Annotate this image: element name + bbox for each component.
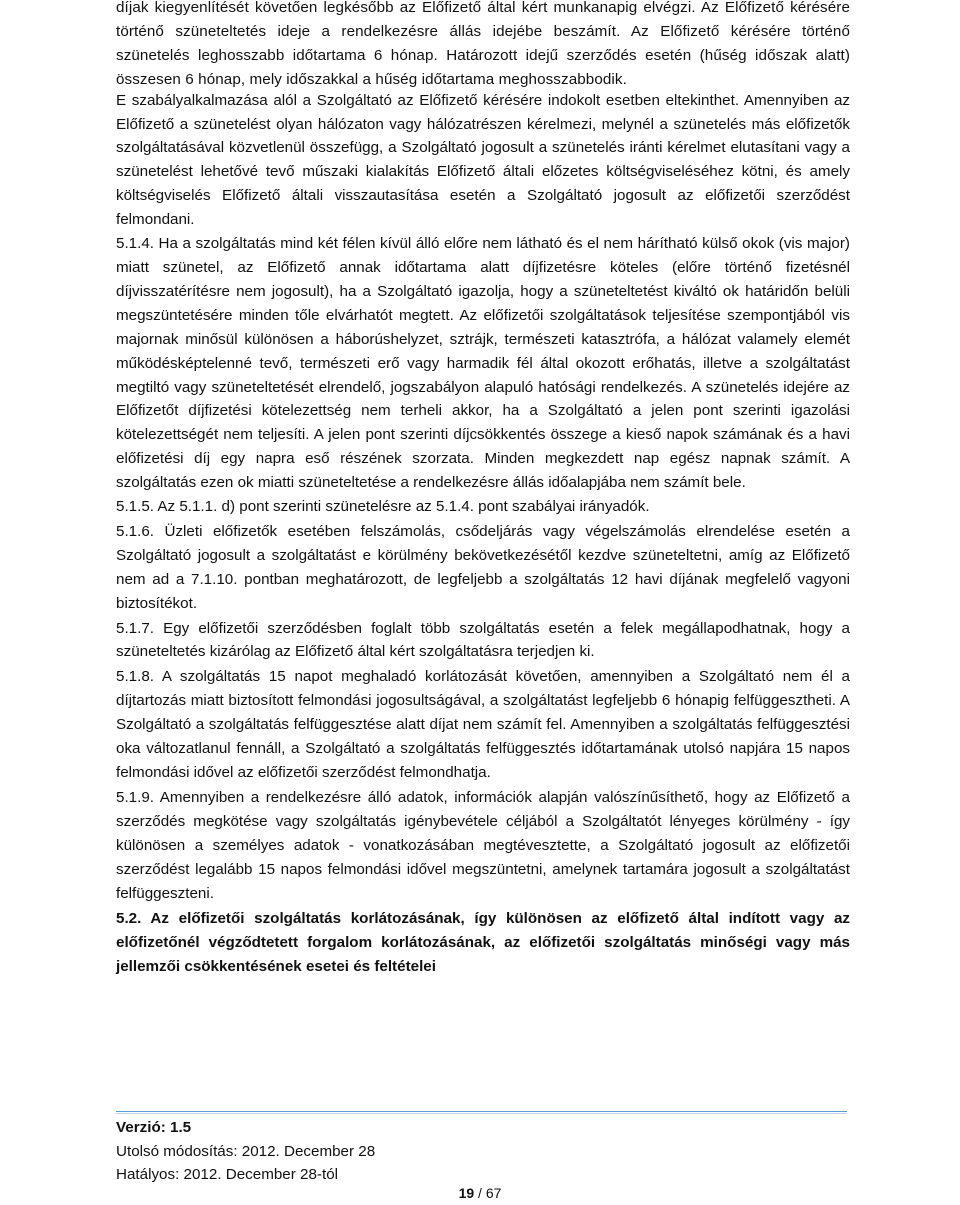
footer-divider <box>116 1111 847 1112</box>
paragraph-5-1-4: 5.1.4. Ha a szolgáltatás mind két félen kívül álló előre nem látható és el nem hárítható külső okok (vis major) miatt szünetel, az Előfizető annak időtartama alatt díjfizetésre köteles (előre történő fizetésnél díjvisszatérítésre nem jogosult), ha a Szolgáltató igazolja, hogy a szüneteltetést kiváltó ok határidőn belüli megszüntetésére minden tőle elvárhatót megtett. Az előfizetői szolgáltatások teljesítése szempontjából vis majornak minősül különösen a háborúshelyzet, sztrájk, természeti katasztrófa, a hálózat valamely elemét működésképtelenné tevő, természeti erő vagy harmadik fél által okozott erőhatás, illetve a szolgáltatást megtiltó vagy szüneteltetését elrendelő, jogszabályon alapuló hatósági rendelkezés. A szünetelés idejére az Előfizetőt díjfizetési kötelezettség nem terheli akkor, ha a Szolgáltató a jelen pont szerinti igazolási kötelezettségét nem teljesíti. A jelen pont szerinti díjcsökkentés összege a kieső napok számának és a havi előfizetési díj egy napra eső részének szorzata. Minden megkezdett nap egész napnak számít. A szolgáltatás ezen ok miatti szüneteltetése a rendelkezésre állás időalapjába nem számít bele. <box>116 235 850 492</box>
paragraph-5-1-5: 5.1.5. Az 5.1.1. d) pont szerinti szünetelésre az 5.1.4. pont szabályai irányadók. <box>116 498 650 516</box>
paragraph-szunetelteles-ideje: díjak kiegyenlítését követően legkésőbb az Előfizető által kért munkanapig elvégzi. Az Előfizető kérésére történő szüneteltetés ideje a rendelkezésre állás idejébe beszámít. Az Előfizető kérésére történő szünetelés leghosszabb időtartama 6 hónap. Határozott idejű szerződés esetén (hűség időszak alatt) összesen 6 hónap, mely időszakkal a hűség időtartama meghosszabbodik. <box>116 0 850 88</box>
paragraph-5-1-9: 5.1.9. Amennyiben a rendelkezésre álló adatok, információk alapján valószínűsíthető, hogy az Előfizető a szerződés megkötése vagy szolgáltatás igénybevétele céljából a Szolgáltatót lényeges körülmény - így különösen a személyes adatok - vonatkozásában megtévesztette, a Szolgáltató jogosult az előfizetői szerződést legalább 15 napos felmondási idővel megszüntetni, amelynek tartamára jogosult a szolgáltatást felfüggeszteni. <box>116 788 850 902</box>
page-total: 67 <box>485 1185 502 1201</box>
paragraph-szabaly-alkalmazasa: E szabályalkalmazása alól a Szolgáltató az Előfizető kérésére indokolt esetben eltekinthet. Amennyiben az Előfizető a szünetelést olyan hálózaton vagy hálózatrészen kérelmezi, melynél a szünetelés más előfizetők szolgáltatásával közvetlenül összefügg, a Szolgáltató jogosult a szünetelés iránti kérelmet elutasítani vagy a szünetelést lehetővé tevő műszaki kialakítás Előfizető általi előzetes költségviseléséhez kötni, és amely költségviselés Előfizető általi visszautasítása esetén a Szolgáltató jogosult az előfizetői szerződést felmondani. <box>116 91 850 229</box>
footer-effective-date: Hatályos: 2012. December 28-tól <box>116 1166 339 1183</box>
paragraph-5-1-7: 5.1.7. Egy előfizetői szerződésben foglalt több szolgáltatás esetén a felek megállapodhatnak, hogy a szüneteltetés kizárólag az Előfizető által kért szolgáltatásra terjedjen ki. <box>116 619 850 661</box>
footer <box>116 1116 850 1187</box>
footer-version: Verzió: 1.5 <box>116 1119 192 1136</box>
page-number <box>0 1183 960 1203</box>
page-current: 19 <box>458 1185 475 1201</box>
paragraph-5-1-8: 5.1.8. A szolgáltatás 15 napot meghaladó korlátozását követően, amennyiben a Szolgáltató nem él a díjtartozás miatt biztosított felmondási jogosultságával, a szolgáltatást legfeljebb 6 hónapig felfüggesztheti. A Szolgáltató a szolgáltatás felfüggesztése alatt díjat nem számít fel. Amennyiben a szolgáltatás felfüggesztési oka változatlanul fennáll, a Szolgáltató a szolgáltatás felfüggesztés időtartamának utolsó napjára 15 napos felmondási idővel az előfizetői szerződést felmondhatja. <box>116 668 850 781</box>
footer-last-modified: Utolsó módosítás: 2012. December 28 <box>116 1142 376 1160</box>
document-body <box>116 0 850 979</box>
page-separator: / <box>474 1185 486 1201</box>
section-heading-5-2: 5.2. Az előfizetői szolgáltatás korlátozásának, így különösen az előfizető által indított vagy az előfizetőnél végződtetett forgalom korlátozásának, az előfizetői szolgáltatás minőségi vagy más jellemzői csökkentésének esetei és feltételei <box>116 910 850 976</box>
paragraph-5-1-6: 5.1.6. Üzleti előfizetők esetében felszámolás, csődeljárás vagy végelszámolás elrendelése esetén a Szolgáltató jogosult a szolgáltatást e körülmény bekövetkezésétől kezdve szüneteltetni, amíg az Előfizető nem ad a 7.1.10. pontban meghatározott, de legfeljebb a szolgáltatás 12 havi díjának megfelelő vagyoni biztosítékot. <box>116 522 850 612</box>
